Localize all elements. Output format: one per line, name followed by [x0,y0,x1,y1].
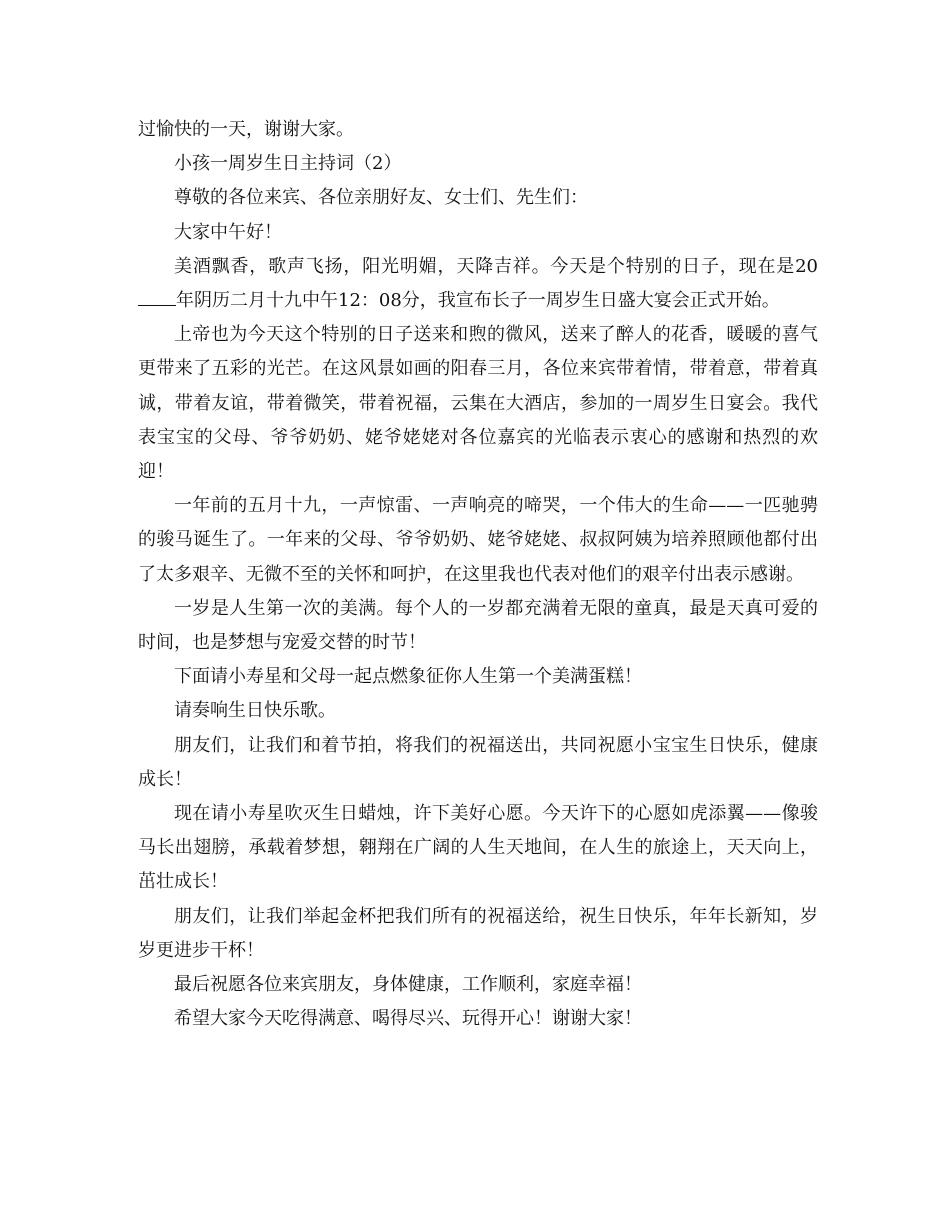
paragraph-cake: 下面请小寿星和父母一起点燃象征你人生第一个美满蛋糕！ [174,666,642,688]
paragraph-candles: 现在请小寿星吹灭生日蜡烛，许下美好心愿。今天许下的心愿如虎添翼——像骏马长出翅膀，承载着梦想，翱翔在广阔的人生天地间，在人生的旅途上，天天向上，茁壮成长！ [138,803,818,893]
paragraph-closing: 希望大家今天吃得满意、喝得尽兴、玩得开心！谢谢大家！ [174,1008,642,1030]
paragraph-welcome: 上帝也为今天这个特别的日子送来和煦的微风，送来了醉人的花香，暖暖的喜气更带来了五彩的光芒。在这风景如画的阳春三月，各位来宾带着情，带着意，带着真诚，带着友谊，带着微笑，带着祝福，云集在大酒店，参加的一周岁生日宴会。我代表宝宝的父母、爷爷奶奶、姥爷姥姥对各位嘉宾的光临表示衷心的感谢和热烈的欢迎！ [138,324,818,483]
paragraph-song: 请奏响生日快乐歌。 [174,700,336,722]
paragraph-birth: 一年前的五月十九，一声惊雷、一声响亮的啼哭，一个伟大的生命——一匹驰骋的骏马诞生了。一年来的父母、爷爷奶奶、姥爷姥姥、叔叔阿姨为培养照顾他都付出了太多艰辛、无微不至的关怀和呵护，在这里我也代表对他们的艰辛付出表示感谢。 [138,495,818,585]
paragraph-first-year: 一岁是人生第一次的美满。每个人的一岁都充满着无限的童真，最是天真可爱的时间，也是梦想与宠爱交替的时节！ [138,597,818,654]
continuation-line: 过愉快的一天，谢谢大家。 [138,119,354,140]
document-body [138,113,818,1036]
opening-text-a: 美酒飘香，歌声飞扬，阳光明媚，天降吉祥。今天是个特别的日子，现在是20 [174,255,818,277]
opening-text-b: 年阴历二月十九中午12：08分，我宣布长子一周岁生日盛大宴会正式开始。 [176,290,780,312]
paragraph-rhythm: 朋友们，让我们和着节拍，将我们的祝福送出，共同祝愿小宝宝生日快乐，健康成长！ [138,734,818,790]
greeting: 大家中午好！ [174,221,282,243]
section-heading: 小孩一周岁生日主持词（2） [174,153,402,175]
paragraph-wishes: 最后祝愿各位来宾朋友，身体健康，工作顺利，家庭幸福！ [174,974,642,996]
paragraph-toast: 朋友们，让我们举起金杯把我们所有的祝福送给，祝生日快乐，年年长新知，岁岁更进步干杯！ [138,905,818,961]
year-blank [138,287,176,306]
salutation: 尊敬的各位来宾、各位亲朋好友、女士们、先生们： [174,187,588,209]
paragraph-opening [138,250,818,318]
